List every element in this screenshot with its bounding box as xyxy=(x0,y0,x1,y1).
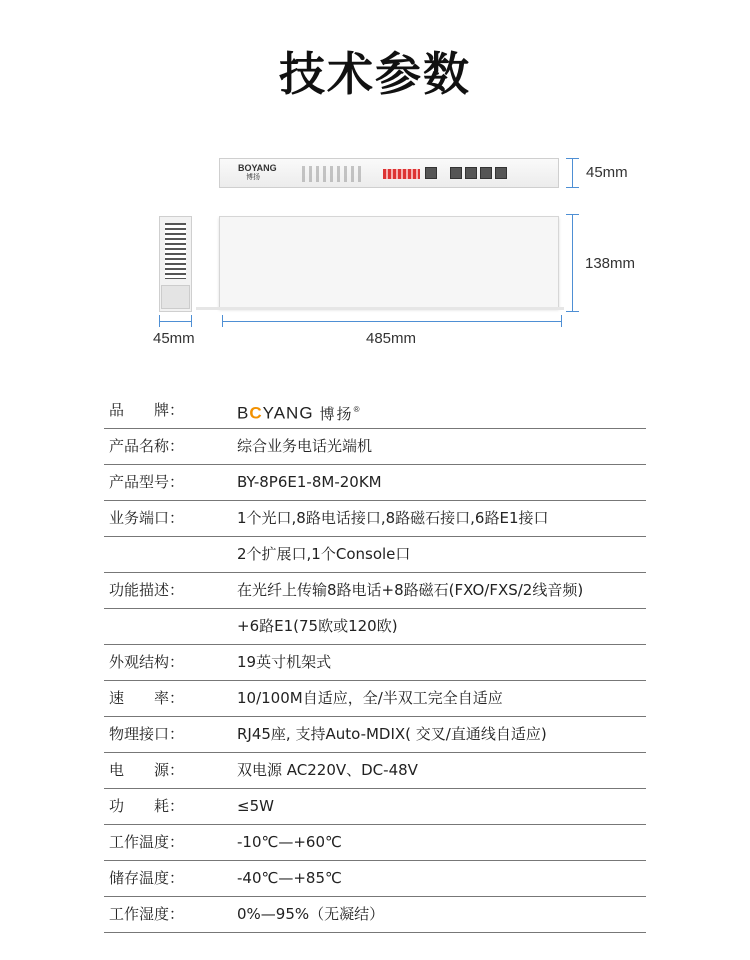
spec-value: RJ45座, 支持Auto-MDIX( 交叉/直通线自适应) xyxy=(237,725,547,743)
brand-post: YANG xyxy=(262,403,314,423)
spec-value: 19英寸机架式 xyxy=(237,653,332,671)
spec-row xyxy=(104,860,646,897)
spec-row xyxy=(104,680,646,717)
spec-label: 功能描述： xyxy=(109,581,185,599)
dim-line-side-width xyxy=(159,321,192,322)
spec-value: ≤5W xyxy=(237,797,274,815)
brand-cn: 博扬 xyxy=(319,404,354,423)
dim-label-depth: 138mm xyxy=(585,255,636,272)
device-front-panel xyxy=(219,158,559,188)
dim-tick xyxy=(566,187,579,188)
spec-value: 综合业务电话光端机 xyxy=(237,437,373,455)
dim-tick xyxy=(561,315,562,327)
spec-label: 储存温度： xyxy=(109,869,185,887)
spec-label: 品 牌： xyxy=(109,401,185,419)
led-indicators xyxy=(302,166,362,182)
brand-o-icon: C xyxy=(249,403,263,423)
spec-row xyxy=(104,536,646,573)
spec-row xyxy=(104,644,646,681)
registered-mark: ® xyxy=(353,405,361,414)
dim-tick xyxy=(566,311,579,312)
spec-row xyxy=(104,500,646,537)
spec-label: 业务端口： xyxy=(109,509,185,527)
dim-label-side-width: 45mm xyxy=(153,330,195,347)
spec-value: 1个光口,8路电话接口,8路磁石接口,6路E1接口 xyxy=(237,509,549,527)
device-logo-text: BOYANG xyxy=(238,163,277,173)
spec-row xyxy=(104,428,646,465)
spec-value: -40℃—+85℃ xyxy=(237,869,342,887)
spec-label: 功 耗： xyxy=(109,797,185,815)
spec-row xyxy=(104,716,646,753)
device-logo xyxy=(238,164,277,182)
spec-row xyxy=(104,464,646,501)
spec-value: 双电源 AC220V、DC-48V xyxy=(237,761,418,779)
spec-row xyxy=(104,788,646,825)
dim-tick xyxy=(222,315,223,327)
rj45-port-icon xyxy=(480,167,492,179)
spec-row xyxy=(104,392,646,429)
dim-label-front-height: 45mm xyxy=(586,164,628,181)
spec-label: 工作温度： xyxy=(109,833,185,851)
rj45-port-icon xyxy=(495,167,507,179)
spec-row xyxy=(104,896,646,933)
brand-logo xyxy=(237,392,360,432)
brand-pre: B xyxy=(237,403,250,423)
console-port-icon xyxy=(425,167,437,179)
dip-switch xyxy=(383,169,420,179)
dim-tick xyxy=(566,158,579,159)
spec-value: BY-8P6E1-8M-20KM xyxy=(237,473,382,491)
spec-value: 在光纤上传输8路电话+8路磁石(FXO/FXS/2线音频) xyxy=(237,581,584,599)
spec-label: 电 源： xyxy=(109,761,185,779)
device-logo-cn: 博扬 xyxy=(246,174,260,181)
device-base-edge xyxy=(196,307,564,310)
spec-value: 10/100M自适应，全/半双工完全自适应 xyxy=(237,689,503,707)
dim-line-front-height xyxy=(572,158,573,188)
spec-label: 产品型号： xyxy=(109,473,185,491)
rj45-port-icon xyxy=(465,167,477,179)
dim-tick xyxy=(159,315,160,327)
dim-line-width xyxy=(222,321,562,322)
spec-row xyxy=(104,824,646,861)
rj45-port-icon xyxy=(450,167,462,179)
spec-value: 2个扩展口,1个Console口 xyxy=(237,545,411,563)
spec-row xyxy=(104,752,646,789)
page-title: 技术参数 xyxy=(279,47,471,101)
spec-label: 产品名称： xyxy=(109,437,185,455)
spec-label: 工作湿度： xyxy=(109,905,185,923)
device-side-view xyxy=(159,216,192,312)
spec-label: 外观结构： xyxy=(109,653,185,671)
spec-row xyxy=(104,572,646,609)
dim-line-depth xyxy=(572,214,573,312)
dim-label-width: 485mm xyxy=(366,330,417,347)
spec-label: 速 率： xyxy=(109,689,185,707)
vent-grille xyxy=(165,223,186,279)
spec-value: -10℃—+60℃ xyxy=(237,833,342,851)
dim-tick xyxy=(566,214,579,215)
spec-label: 物理接口： xyxy=(109,725,185,743)
dim-tick xyxy=(191,315,192,327)
mounting-bracket xyxy=(161,285,190,309)
device-top-view xyxy=(219,216,559,308)
spec-row xyxy=(104,608,646,645)
spec-value: 0%—95%（无凝结） xyxy=(237,905,385,923)
spec-value: +6路E1(75欧或120欧) xyxy=(237,617,398,635)
